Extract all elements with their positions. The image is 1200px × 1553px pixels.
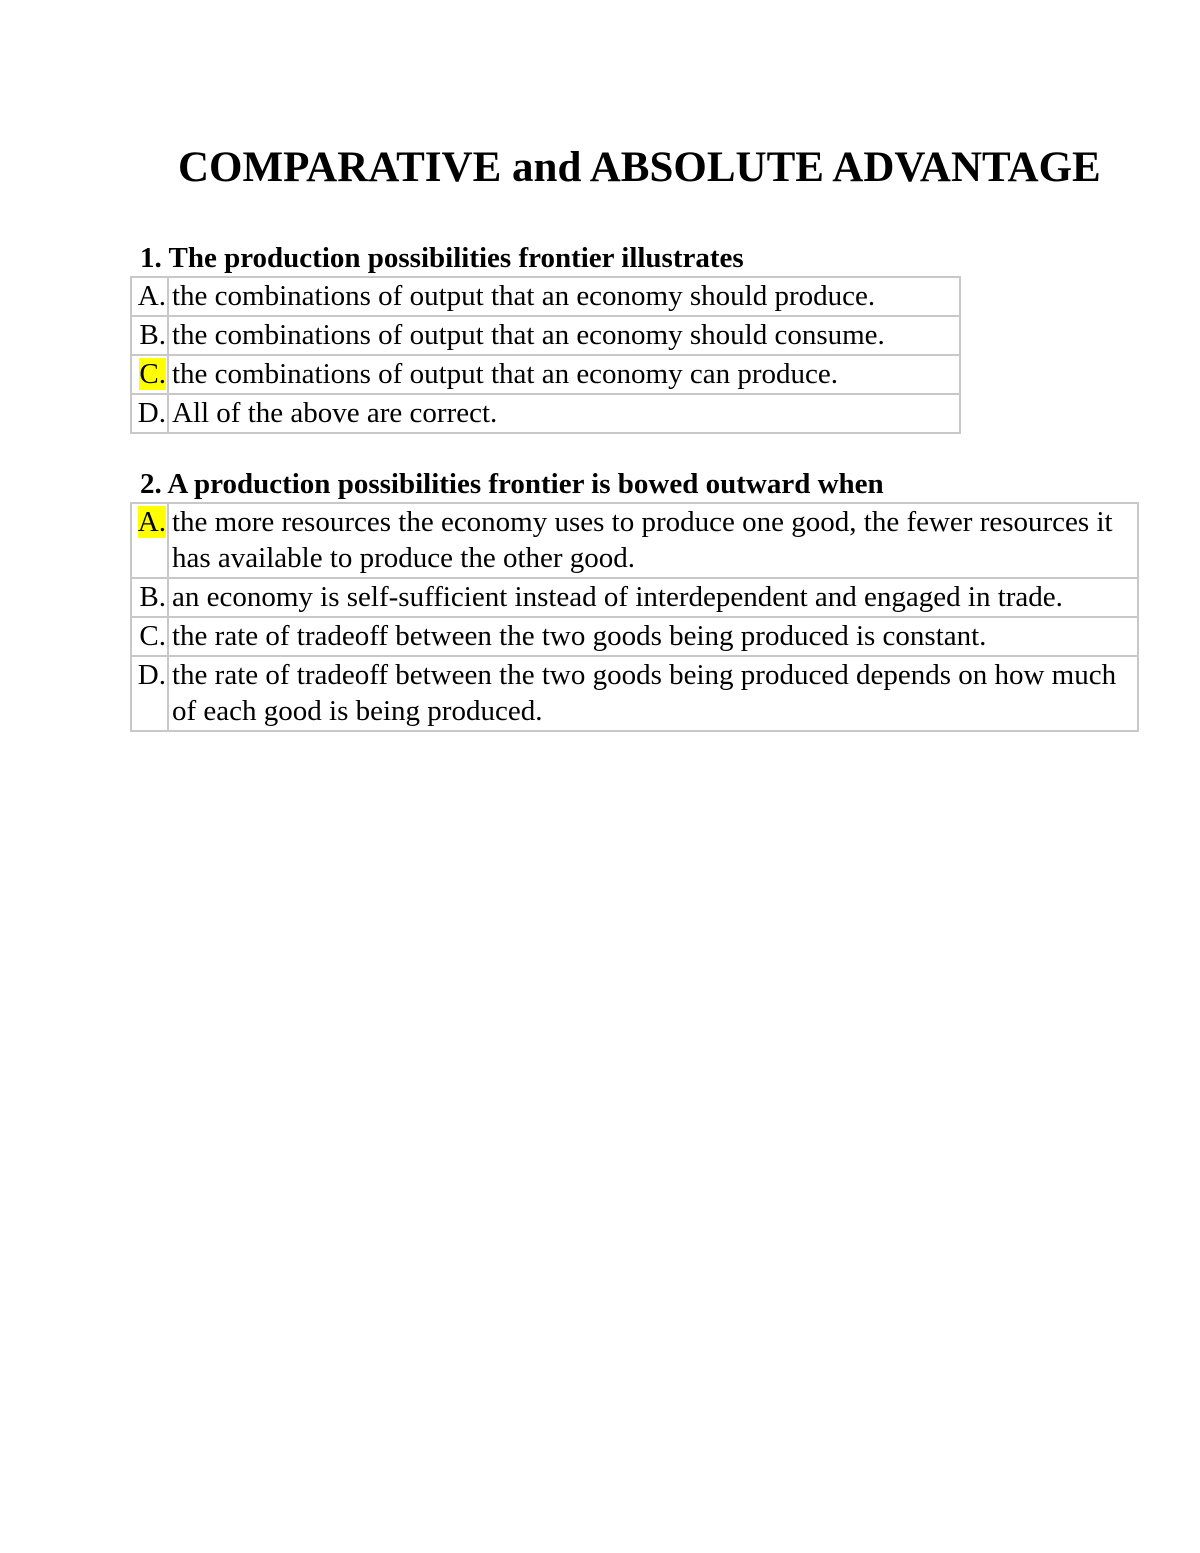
option-text: the rate of tradeoff between the two goods being produced depends on how much of each good is being produced.: [168, 656, 1138, 731]
answer-option: [131, 277, 960, 316]
option-text: All of the above are correct.: [168, 394, 960, 433]
option-letter: B.: [139, 581, 166, 613]
answer-option: [131, 578, 1138, 617]
option-letter-cell: [131, 355, 168, 394]
answer-option: [131, 617, 1138, 656]
answer-option: [131, 656, 1138, 731]
option-letter: C.: [139, 620, 166, 652]
question-heading: 2. A production possibilities frontier is bowed outward when: [140, 468, 884, 500]
option-letter-cell: [131, 316, 168, 355]
option-text: the combinations of output that an economy should produce.: [168, 277, 960, 316]
answer-option: [131, 394, 960, 433]
answer-option: [131, 503, 1138, 578]
option-text: the combinations of output that an economy should consume.: [168, 316, 960, 355]
option-letter-cell: [131, 617, 168, 656]
page-title: COMPARATIVE and ABSOLUTE ADVANTAGE: [178, 144, 1101, 191]
option-letter-cell: [131, 277, 168, 316]
option-letter: D.: [137, 659, 166, 691]
answer-option: [131, 355, 960, 394]
option-letter: B.: [139, 319, 166, 351]
question-2: [130, 466, 1139, 732]
answer-options-table: [130, 276, 961, 434]
option-letter-cell: [131, 578, 168, 617]
question-heading: 1. The production possibilities frontier illustrates: [140, 242, 744, 274]
option-text: the combinations of output that an economy can produce.: [168, 355, 960, 394]
option-letter: A.: [137, 506, 166, 538]
question-1: [130, 240, 961, 434]
option-text: the more resources the economy uses to produce one good, the fewer resources it has available to produce the other good.: [168, 503, 1138, 578]
answer-options-table: [130, 502, 1139, 732]
option-text: the rate of tradeoff between the two goods being produced is constant.: [168, 617, 1138, 656]
option-letter: D.: [137, 397, 166, 429]
answer-option: [131, 316, 960, 355]
option-letter-cell: [131, 503, 168, 578]
option-letter-cell: [131, 656, 168, 731]
option-letter-cell: [131, 394, 168, 433]
option-text: an economy is self-sufficient instead of interdependent and engaged in trade.: [168, 578, 1138, 617]
option-letter: C.: [139, 358, 166, 390]
option-letter: A.: [137, 280, 166, 312]
